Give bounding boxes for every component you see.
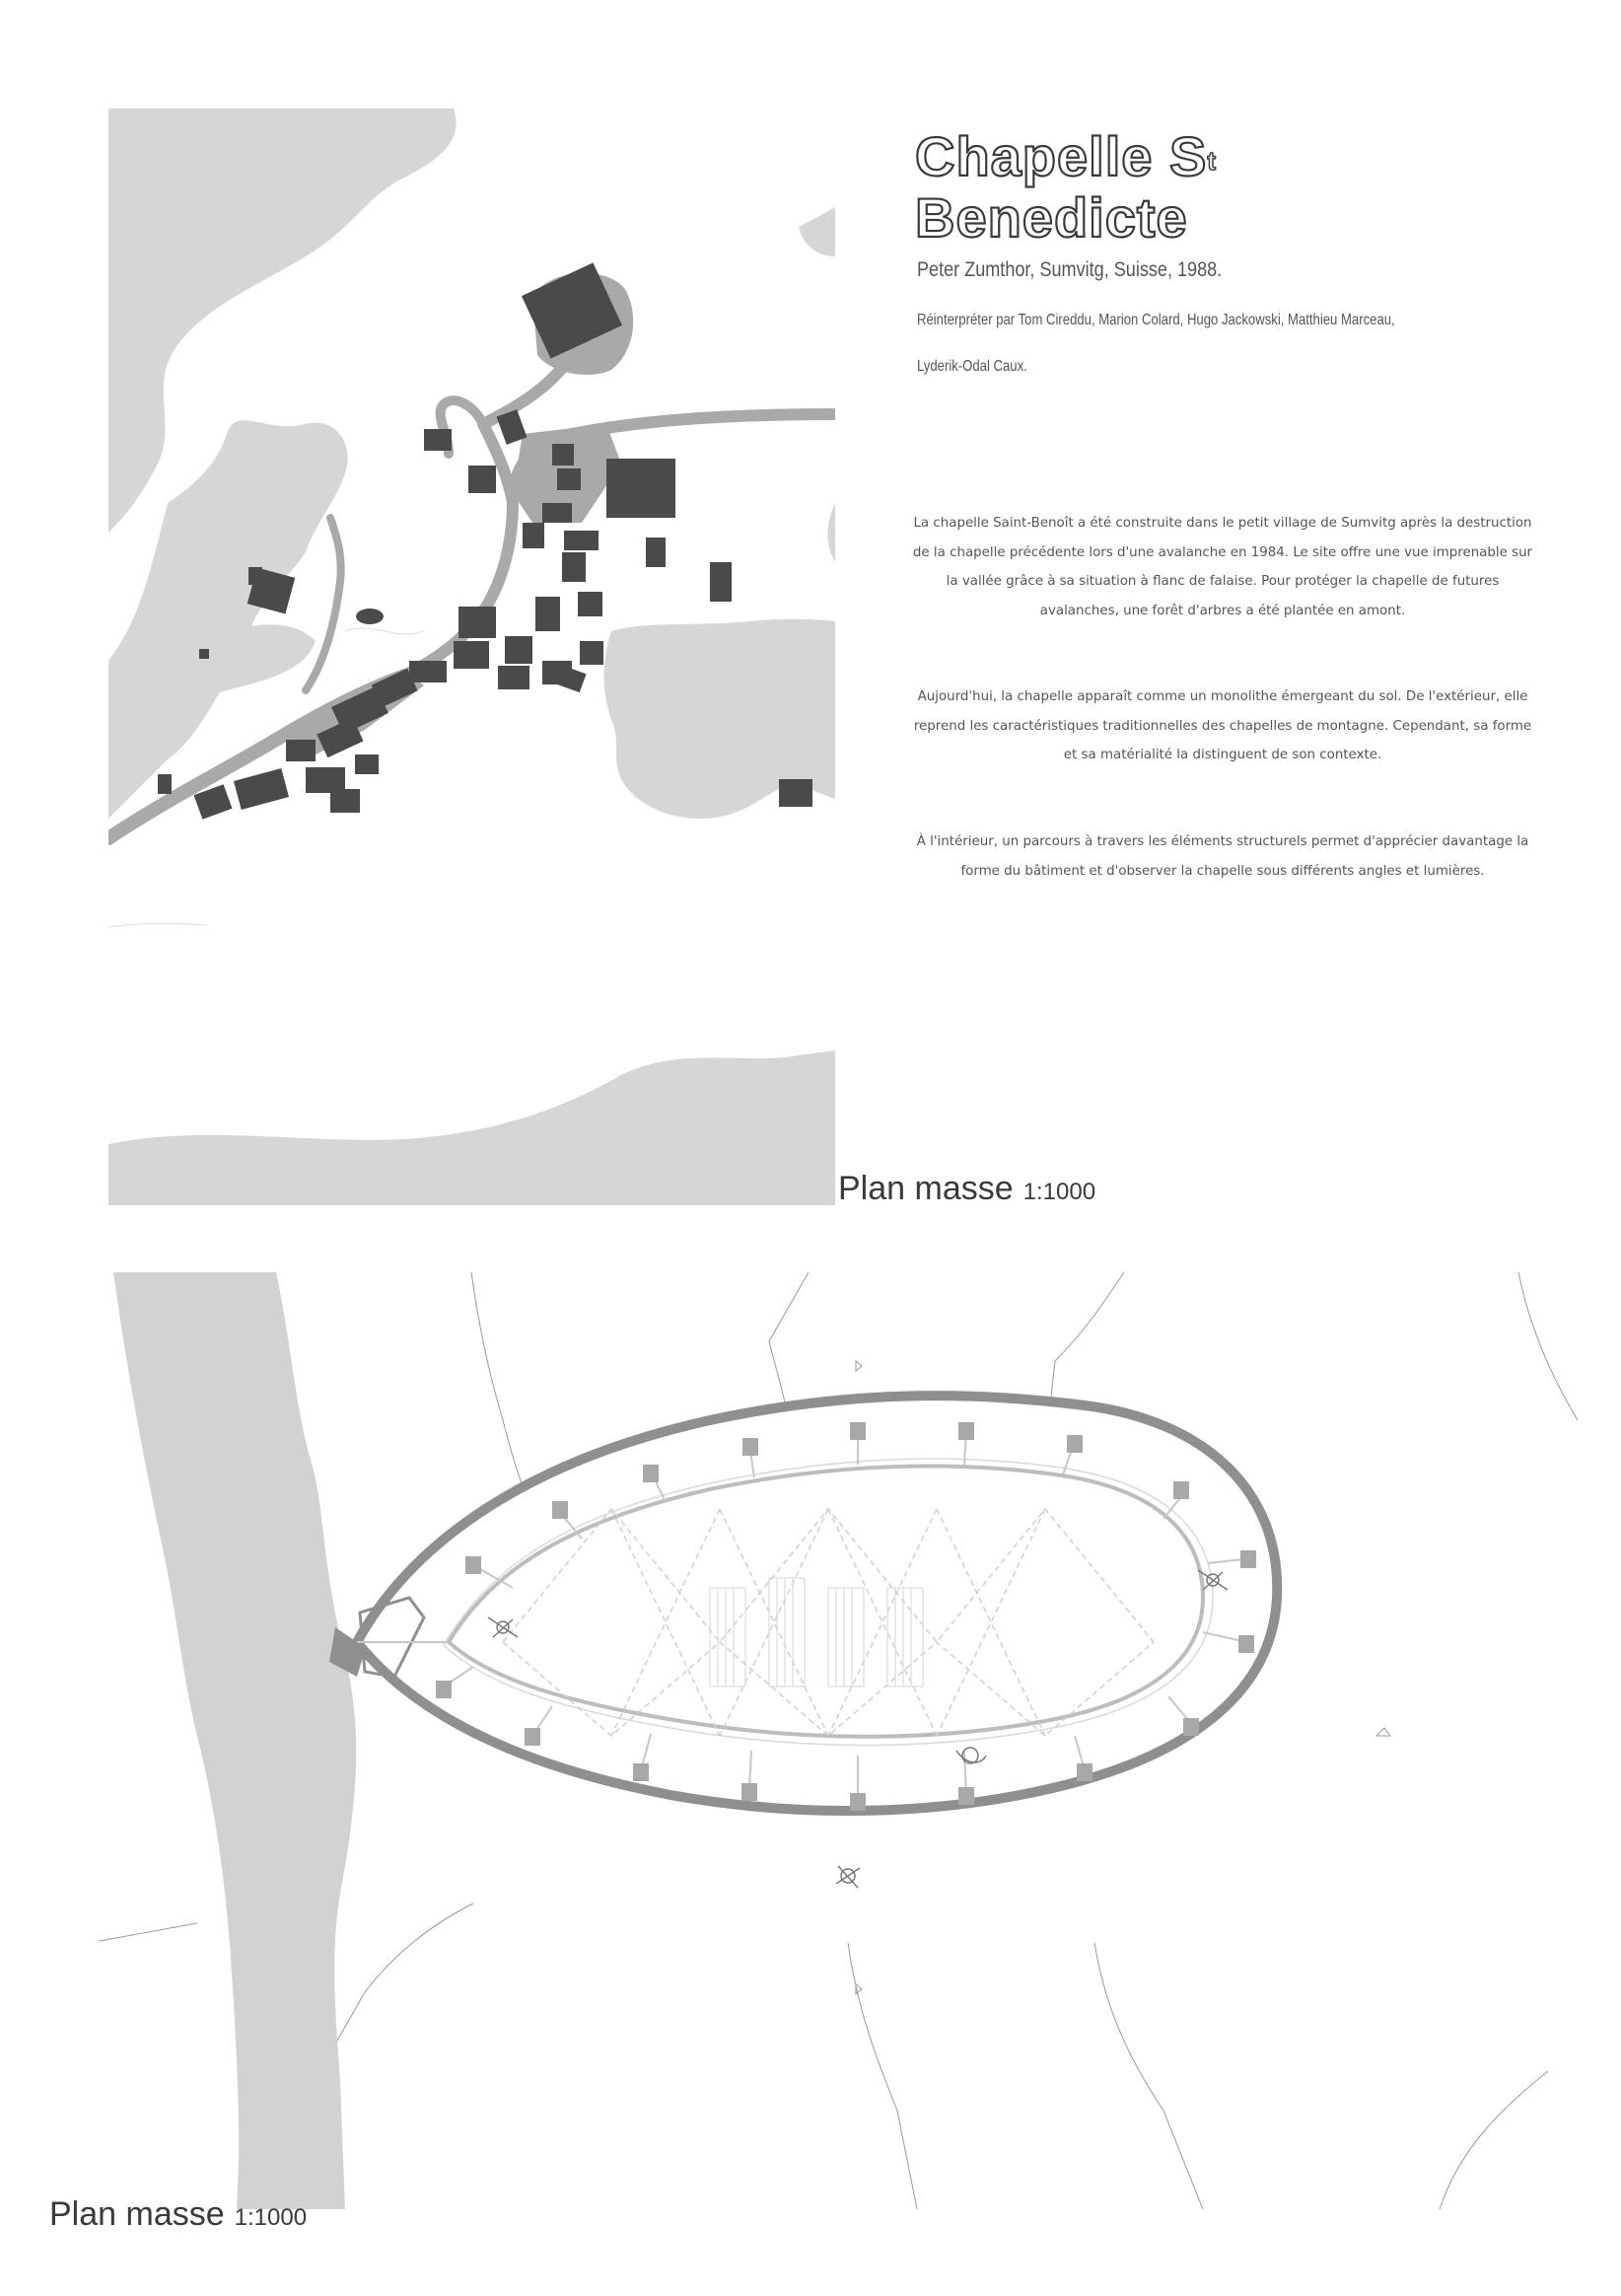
title-line-2: Benedicte — [915, 186, 1188, 249]
description-paragraph-1: La chapelle Saint-Benoît a été construite dans le petit village de Sumvitg après la destruction de la chapelle précédente lors d'une avalanche en 1984. Le site offre une vue imprenable sur la vallée grâce à sa situation à flanc de falaise. Pour protéger la chapelle de futures avalanches, une forêt d'arbres a été plantée en amont. — [912, 516, 1533, 618]
description-paragraph-2: Aujourd'hui, la chapelle apparaît comme un monolithe émergeant du sol. De l'extérieur, elle reprend les caractéristiques traditionnelles des chapelles de montagne. Cependant, sa forme et sa matérialité la distinguent de son contexte. — [913, 689, 1532, 762]
subtitle: Peter Zumthor, Sumvitg, Suisse, 1988. — [917, 258, 1223, 281]
site-plan-map — [108, 108, 835, 1205]
chapel-plan-label-text: Plan masse — [49, 2195, 225, 2233]
chapel-plan-scale: 1:1000 — [234, 2204, 308, 2231]
title-superscript: t — [1207, 146, 1217, 176]
title-line-1: Chapelle S — [915, 125, 1208, 187]
chapel-shell — [329, 1396, 1277, 1811]
site-plan-scale: 1:1000 — [1022, 1179, 1096, 1205]
road-band — [113, 1272, 356, 2209]
chapel-floor-plan — [99, 1262, 1597, 2209]
credits-line-1: Réinterpréter par Tom Cireddu, Marion Colard, Hugo Jackowski, Matthieu Marceau, — [917, 312, 1395, 328]
site-plan-label — [838, 1170, 1095, 1208]
figure-4 — [836, 1866, 860, 1888]
credits-line-2: Lyderik-Odal Caux. — [917, 358, 1027, 375]
page-title — [915, 126, 1217, 249]
chapel-plan-label — [49, 2195, 307, 2234]
description-paragraph-3: À l'intérieur, un parcours à travers les éléments structurels permet d'apprécier davantage la forme du bâtiment et d'observer la chapelle sous différents angles et lumières. — [916, 834, 1529, 879]
site-plan-label-text: Plan masse — [838, 1170, 1014, 1207]
